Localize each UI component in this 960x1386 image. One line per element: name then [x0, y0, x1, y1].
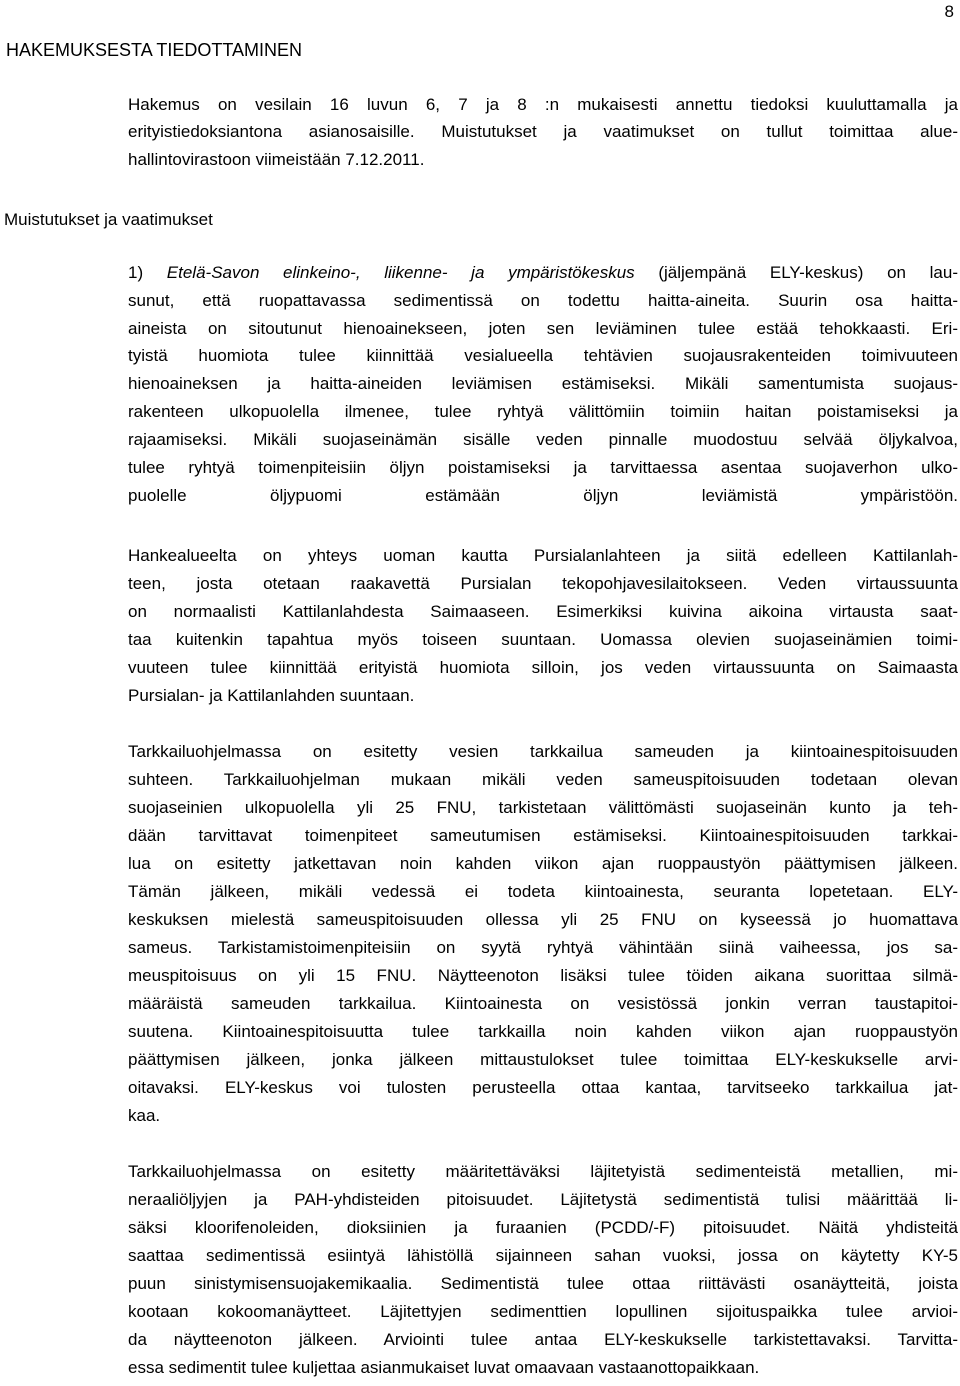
paragraph-line [128, 263, 958, 283]
paragraph-line: oitavaksi. ELY-keskus voi tulosten perusteella ottaa kantaa, tarvitseeko tarkkailua jat- [128, 1078, 958, 1097]
paragraph-line: sameus. Tarkistamistoimenpiteisiin on syytä ryhtyä vähintään siinä vaiheessa, jos sa- [128, 938, 958, 957]
paragraph-line: Pursialan- ja Kattilanlahden suuntaan. [128, 686, 415, 705]
paragraph-line: meuspitoisuus on yli 15 FNU. Näytteenoton lisäksi tulee töiden aikana suorittaa silmä- [128, 966, 958, 985]
section-heading: HAKEMUKSESTA TIEDOTTAMINEN [6, 40, 303, 60]
paragraph-line: tyistä huomiota tulee kiinnittää vesialueella tehtävien suojausrakenteiden toimivuuteen [128, 346, 958, 365]
paragraph-line: kaa. [128, 1106, 161, 1125]
paragraph-line: suhteen. Tarkkailuohjelman mukaan mikäli veden sameuspitoisuuden todetaan olevan [128, 770, 958, 789]
paragraph-line: suutena. Kiintoainespitoisuutta tulee tarkkailla noin kahden viikon ajan ruoppaustyön [128, 1022, 958, 1041]
paragraph-line: essa sedimentit tulee kuljettaa asianmukaiset luvat omaavaan vastaanottopaikkaan. [128, 1358, 760, 1377]
side-heading: Muistutukset ja vaatimukset [4, 210, 213, 229]
paragraph-line: da näytteenoton jälkeen. Arviointi tulee antaa ELY-keskukselle tarkistettavaksi. Tarvitta- [128, 1330, 958, 1349]
paragraph-line: Tämän jälkeen, mikäli vedessä ei todeta kiintoainesta, seuranta lopetetaan. ELY- [128, 882, 958, 901]
paragraph-line: hienoaineksen ja haitta-aineiden leviämisen estämiseksi. Mikäli samentumista suojaus- [128, 374, 958, 393]
paragraph-line: säksi kloorifenoleiden, dioksiinien ja furaanien (PCDD/-F) pitoisuudet. Näitä yhdisteitä [128, 1218, 958, 1237]
paragraph-line: Tarkkailuohjelmassa on esitetty määritettäväksi läjitetyistä sedimenteistä metallien, mi- [128, 1162, 958, 1181]
paragraph-line: hallintovirastoon viimeistään 7.12.2011. [128, 150, 425, 169]
paragraph-line: tulee ryhtyä toimenpiteisiin öljyn poistamiseksi ja tarvittaessa asentaa suojaverhon ulko- [128, 458, 958, 477]
paragraph-line: keskuksen mielestä sameuspitoisuuden ollessa yli 25 FNU on kyseessä jo huomattava [128, 910, 958, 929]
paragraph-line: rajaamiseksi. Mikäli suojaseinämän sisälle veden pinnalle muodostuu selvää öljykalvoa, [128, 430, 958, 449]
paragraph-line: päättymisen jälkeen, jonka jälkeen mittaustulokset tulee toimittaa ELY-keskukselle arvi- [128, 1050, 958, 1069]
paragraph-line: sunut, että ruopattavassa sedimentissä on todettu haitta-aineita. Suurin osa haitta- [128, 291, 958, 310]
paragraph-line: teen, josta otetaan raakavettä Pursialan tekopohjavesilaitokseen. Veden virtaussuunta [128, 574, 958, 593]
paragraph-line: puolelle öljypuomi estämään öljyn leviämistä ympäristöön. [128, 486, 958, 505]
paragraph-line: aineista on sitoutunut hienoainekseen, joten sen leviäminen tulee estää tehokkaasti. Eri- [128, 319, 958, 338]
paragraph-line: erityistiedoksiantona asianosaisille. Muistutukset ja vaatimukset on tullut toimittaa alue- [128, 122, 958, 141]
paragraph-line: rakenteen ulkopuolella ilmenee, tulee ryhtyä välittömiin toimiin haitan poistamiseksi ja [128, 402, 958, 421]
paragraph-line: saattaa sedimentissä esiintyä lähistöllä sijainneen sahan vuoksi, jossa on käytetty KY-5 [128, 1246, 958, 1265]
paragraph-line: suojaseinien ulkopuolella yli 25 FNU, tarkistetaan välittömästi suojaseinän kunto ja teh- [128, 798, 958, 817]
page-number: 8 [944, 2, 954, 21]
paragraph-line: on normaalisti Kattilanlahdesta Saimaaseen. Esimerkiksi kuivina aikoina virtausta saat- [128, 602, 958, 621]
paragraph-line: Hankealueelta on yhteys uoman kautta Pursialanlahteen ja siitä edelleen Kattilanlah- [128, 546, 958, 565]
paragraph-line: taa kuitenkin tapahtua myös toiseen suuntaan. Uomassa olevien suojaseinämien toimi- [128, 630, 958, 649]
paragraph-line: Hakemus on vesilain 16 luvun 6, 7 ja 8 :n mukaisesti annettu tiedoksi kuuluttamalla ja [128, 95, 958, 114]
paragraph-line: vuuteen tulee kiinnittää erityistä huomiota silloin, jos veden virtaussuunta on Saimaasta [128, 658, 958, 677]
item-number: 1) [128, 263, 167, 282]
paragraph-line-rest: (jäljempänä ELY-keskus) on lau- [634, 263, 958, 282]
paragraph-line: lua on esitetty jatkettavan noin kahden viikon ajan ruoppaustyön päättymisen jälkeen. [128, 854, 958, 873]
paragraph-line: dään tarvittavat toimenpiteet sameutumisen estämiseksi. Kiintoainespitoisuuden tarkkai- [128, 826, 958, 845]
paragraph-line: kootaan kokoomanäytteet. Läjitettyjen sedimenttien lopullinen sijoituspaikka tulee arvioi- [128, 1302, 958, 1321]
paragraph-line: määräistä sameuden tarkkailua. Kiintoainesta on vesistössä jonkin verran taustapitoi- [128, 994, 958, 1013]
paragraph-line: Tarkkailuohjelmassa on esitetty vesien tarkkailua sameuden ja kiintoainespitoisuuden [128, 742, 958, 761]
authority-name: Etelä-Savon elinkeino-, liikenne- ja ympäristökeskus [166, 263, 635, 282]
paragraph-line: neraaliöljyjen ja PAH-yhdisteiden pitoisuudet. Läjitetystä sedimentistä tulisi määrittää li- [128, 1190, 958, 1209]
paragraph-line: puun sinistymisensuojakemikaalia. Sedimentistä tulee ottaa riittävästi osanäytteitä, joista [128, 1274, 958, 1293]
